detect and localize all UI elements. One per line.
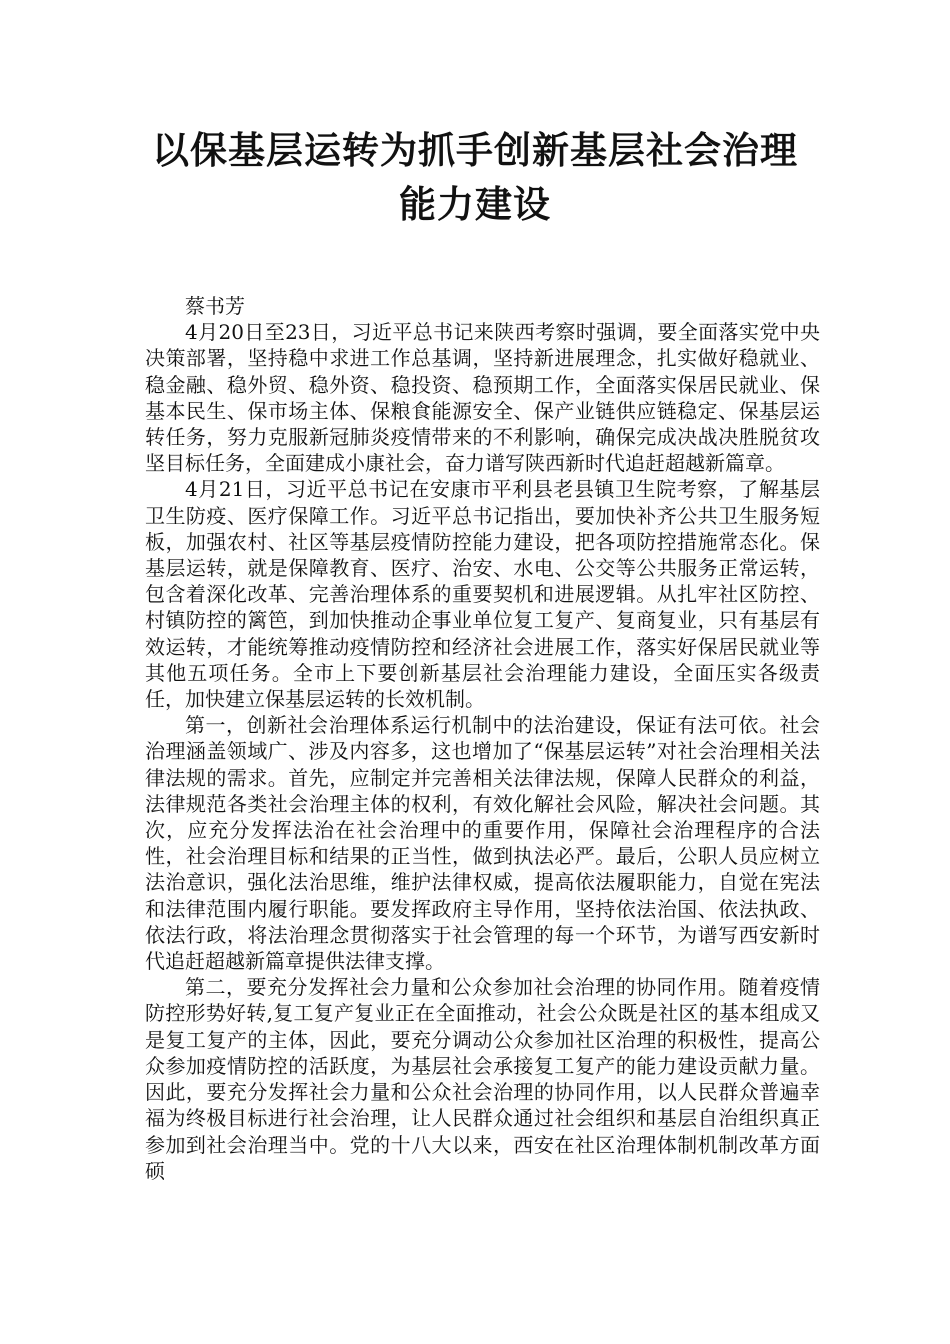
author-name: 蔡书芳 bbox=[185, 294, 245, 318]
title-line-1: 以保基层运转为抓手创新基层社会治理 bbox=[152, 129, 798, 172]
paragraph-2: 4月21日，习近平总书记在安康市平利县老县镇卫生院考察，了解基层卫生防疫、医疗保障工作。习近平总书记指出，要加快补齐公共卫生服务短板，加强农村、社区等基层疫情防控能力建设，把各项防控措施常态化。保基层运转，就是保障教育、医疗、治安、水电、公交等公共服务正常运转，包含着深化改革、完善治理体系的重要契机和进展逻辑。从扎牢社区防控、村镇防控的篱笆，到加快推动企事业单位复工复产、复商复业，只有基层有效运转，才能统筹推动疫情防控和经济社会进展工作，落实好保居民就业等其他五项任务。全市上下要创新基层社会治理能力建设，全面压实各级责任，加快建立保基层运转的长效机制。 bbox=[145, 477, 820, 712]
paragraph-1: 4月20日至23日，习近平总书记来陕西考察时强调，要全面落实党中央决策部署，坚持稳中求进工作总基调，坚持新进展理念，扎实做好稳就业、稳金融、稳外贸、稳外资、稳投资、稳预期工作，全面落实保居民就业、保基本民生、保市场主体、保粮食能源安全、保产业链供应链稳定、保基层运转任务，努力克服新冠肺炎疫情带来的不利影响，确保完成决战决胜脱贫攻坚目标任务，全面建成小康社会，奋力谱写陕西新时代追赶超越新篇章。 bbox=[145, 320, 820, 476]
title-line-2: 能力建设 bbox=[399, 183, 551, 226]
document-title bbox=[120, 124, 830, 232]
document-body bbox=[145, 293, 820, 1184]
paragraph-3: 第一，创新社会治理体系运行机制中的法治建设，保证有法可依。社会治理涵盖领域广、涉及内容多，这也增加了“保基层运转”对社会治理相关法律法规的需求。首先，应制定并完善相关法律法规，保障人民群众的利益，法律规范各类社会治理主体的权利，有效化解社会风险，解决社会问题。其次，应充分发挥法治在社会治理中的重要作用，保障社会治理程序的合法性，社会治理目标和结果的正当性，做到执法必严。最后，公职人员应树立法治意识，强化法治思维，维护法律权威，提高依法履职能力，自觉在宪法和法律范围内履行职能。要发挥政府主导作用，坚持依法治国、依法执政、依法行政，将法治理念贯彻落实于社会管理的每一个环节，为谱写西安新时代追赶超越新篇章提供法律支撑。 bbox=[145, 713, 820, 974]
paragraph-4: 第二，要充分发挥社会力量和公众参加社会治理的协同作用。随着疫情防控形势好转,复工复产复业正在全面推动，社会公众既是社区的基本组成又是复工复产的主体，因此，要充分调动公众参加社区治理的积极性，提高公众参加疫情防控的活跃度，为基层社会承接复工复产的能力建设贡献力量。因此，要充分发挥社会力量和公众社会治理的协同作用，以人民群众普遍幸福为终极目标进行社会治理，让人民群众通过社会组织和基层自治组织真正参加到社会治理当中。党的十八大以来，西安在社区治理体制机制改革方面硕 bbox=[145, 975, 820, 1183]
